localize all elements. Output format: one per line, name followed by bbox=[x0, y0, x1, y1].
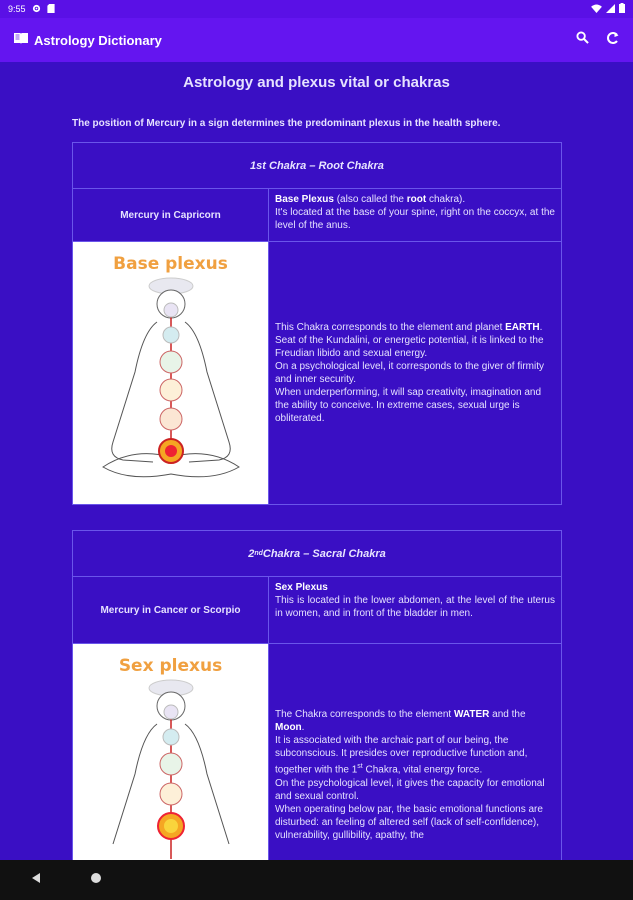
book-icon bbox=[14, 31, 28, 49]
back-button[interactable] bbox=[30, 871, 42, 889]
base-plexus-image-title: Base plexus bbox=[113, 254, 228, 274]
chakra-2-mercury: Mercury in Cancer or Scorpio bbox=[73, 577, 269, 643]
signal-icon bbox=[606, 4, 615, 15]
page-title: Astrology and plexus vital or chakras bbox=[183, 74, 450, 91]
settings-status-icon bbox=[32, 4, 41, 15]
home-button[interactable] bbox=[90, 871, 102, 889]
intro-text: The position of Mercury in a sign determines the predominant plexus in the health sphere. bbox=[72, 118, 501, 129]
chakra-2-plexus-name: Sex Plexus bbox=[275, 582, 328, 593]
chakra-2-planet: Moon bbox=[275, 722, 302, 734]
chakra-1-plexus-info: Base Plexus (also called the root chakra). It's located at the base of your spine, right on the coccyx, at the level of the anus. bbox=[275, 194, 555, 231]
sex-plexus-image-title: Sex plexus bbox=[118, 656, 223, 676]
status-bar bbox=[0, 0, 633, 18]
chakra-2-element: WATER bbox=[453, 709, 490, 721]
refresh-icon bbox=[607, 32, 619, 44]
meditating-figure-icon bbox=[73, 242, 269, 504]
chakra-1-table bbox=[72, 142, 562, 505]
chakra-2-header: 2 nd Chakra – Sacral Chakra bbox=[73, 531, 561, 577]
chakra-1-mercury: Mercury in Capricorn bbox=[73, 189, 269, 241]
home-icon bbox=[90, 872, 102, 884]
chakra-1-element: EARTH bbox=[505, 322, 540, 333]
app-bar bbox=[0, 18, 633, 62]
meditating-figure-icon bbox=[73, 644, 269, 860]
chakra-1-location: It's located at the base of your spine, right on the coccyx, at the level of the anus. bbox=[275, 207, 555, 231]
chakra-2-location: This is located in the lower abdomen, at the level of the uterus in women, and in front of the bladder in men. bbox=[275, 595, 555, 619]
chakra-2-plexus-row bbox=[73, 577, 561, 644]
sex-plexus-image bbox=[73, 644, 269, 860]
refresh-button[interactable] bbox=[607, 31, 619, 49]
chakra-2-plexus-info bbox=[269, 577, 561, 643]
app-title: Astrology Dictionary bbox=[34, 32, 162, 48]
chakra-2-detail-row bbox=[73, 644, 561, 860]
sd-card-status-icon bbox=[47, 4, 55, 15]
chakra-1-header: 1st Chakra – Root Chakra bbox=[73, 143, 561, 189]
chakra-1-description: This Chakra corresponds to the element and planet EARTH. Seat of the Kundalini, or energetic potential, it is linked to the Freudian libido and sexual energy. On a psychological level, it corresponds to the giver of firmity and inner security. When underperforming, it will sap creativity, imagination and the ability to conceive. In extreme cases, sexual urge is obliterated. bbox=[275, 322, 545, 424]
chakra-1-plexus-name: Base Plexus bbox=[275, 194, 334, 205]
chakra-1-detail-row bbox=[73, 242, 561, 504]
status-time: 9:55 bbox=[8, 4, 26, 14]
wifi-icon bbox=[591, 4, 602, 15]
base-plexus-image bbox=[73, 242, 269, 504]
chakra-1-plexus-row bbox=[73, 189, 561, 242]
back-icon bbox=[30, 872, 42, 884]
chakra-2-table bbox=[72, 530, 562, 860]
chakra-2-description: The Chakra corresponds to the element WATER and the Moon. It is associated with the archaic part of our being, the subconscious. It presides over reproductive function and, together with the 1st Chakra, vital energy force. On the psychological level, it gives the capacity for emotional and sexual control. When operating below par, the basic emotional functions are disturbed: an feeling of altered self (lack of self-confidence), vulnerability, gullibility, apathy, the bbox=[275, 709, 545, 841]
battery-icon bbox=[619, 3, 625, 15]
search-button[interactable] bbox=[576, 31, 589, 49]
search-icon bbox=[576, 31, 589, 44]
system-nav-bar bbox=[0, 860, 633, 900]
content-scroll[interactable] bbox=[0, 62, 633, 860]
